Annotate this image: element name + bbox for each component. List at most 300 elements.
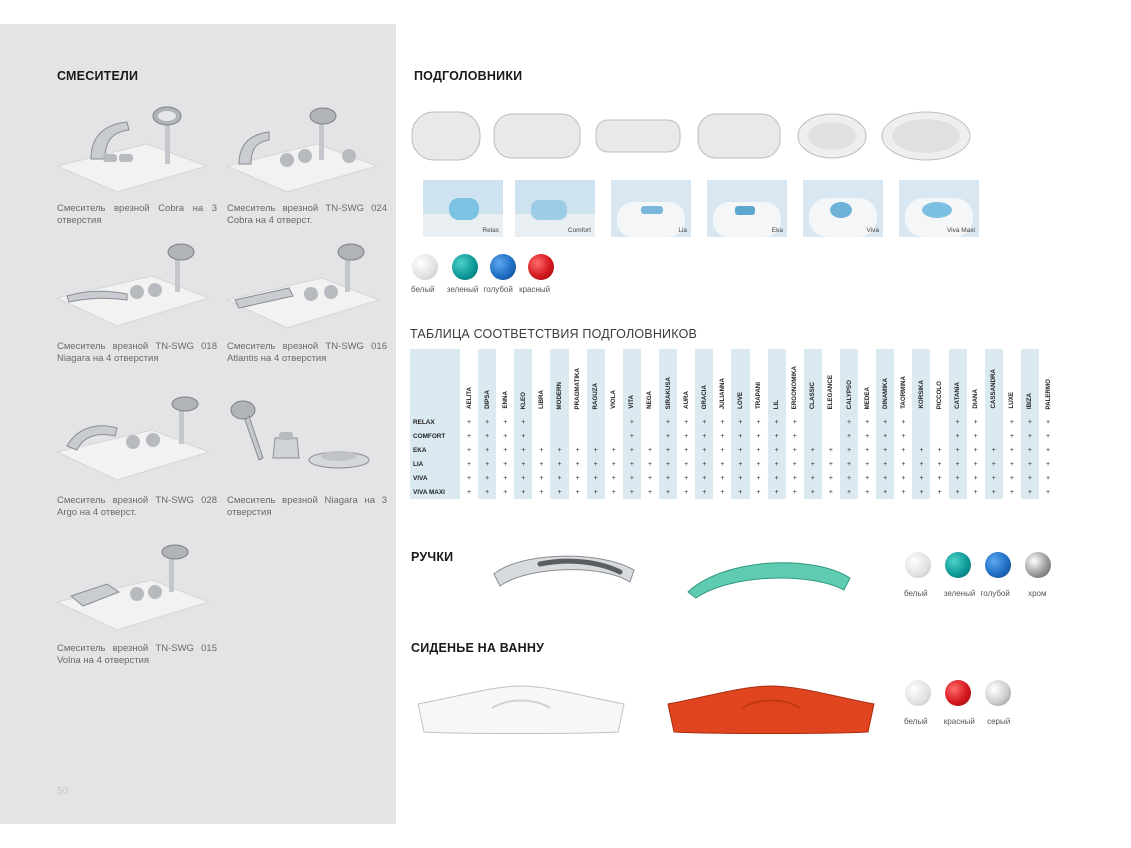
table-cell (822, 429, 840, 443)
headrest-color-labels (411, 285, 550, 294)
table-cell: + (937, 460, 942, 468)
model-header (677, 349, 695, 415)
table-cell: + (973, 460, 978, 468)
table-cell: + (937, 446, 942, 454)
table-cell: + (840, 429, 858, 443)
model-header (876, 349, 894, 415)
model-header (713, 349, 731, 415)
table-cell: + (937, 474, 942, 482)
table-row (410, 485, 1057, 499)
table-cell: + (985, 471, 1003, 485)
table-cell: + (768, 485, 786, 499)
table-cell: + (1021, 443, 1039, 457)
model-name: IBIZA (1026, 392, 1034, 409)
table-cell: + (684, 432, 689, 440)
row-label: COMFORT (410, 429, 460, 443)
table-cell: + (611, 460, 616, 468)
row-label: EKA (410, 443, 460, 457)
swatch-green (945, 552, 971, 578)
model-header (786, 349, 804, 415)
table-cell: + (695, 457, 713, 471)
model-header (623, 349, 641, 415)
headrest-thumb-label: Comfort (567, 227, 591, 234)
model-header (587, 349, 605, 415)
table-cell: + (514, 457, 532, 471)
table-cell: + (901, 418, 906, 426)
table-cell: + (1021, 485, 1039, 499)
model-name: ENNA (501, 391, 509, 409)
headrests-images (410, 108, 980, 166)
table-cell: + (478, 471, 496, 485)
table-cell: + (985, 485, 1003, 499)
model-name: JULIANNA (718, 377, 726, 409)
swatch-red (945, 680, 971, 706)
table-cell (569, 415, 587, 429)
model-header (605, 349, 623, 415)
table-cell: + (647, 446, 653, 454)
model-name: CATANIA (954, 382, 962, 409)
table-cell: + (756, 432, 761, 440)
model-name: SIRAKUSA (664, 376, 672, 409)
table-cell: + (865, 432, 870, 440)
table-cell: + (514, 471, 532, 485)
table-cell: + (731, 485, 749, 499)
model-name: RAGUZA (592, 382, 600, 409)
table-cell: + (828, 474, 833, 482)
table-cell: + (876, 471, 894, 485)
model-name: ERGONOMIKA (791, 365, 799, 409)
table-cell: + (876, 485, 894, 499)
table-cell: + (876, 429, 894, 443)
model-name: CASSANDRA (990, 369, 998, 409)
mixer-image (227, 396, 387, 484)
table-cell: + (1021, 429, 1039, 443)
table-cell: + (503, 446, 508, 454)
table-cell (605, 429, 623, 443)
table-cell: + (840, 457, 858, 471)
table-cell: + (659, 429, 677, 443)
headrest-thumb-label: Eka (771, 227, 783, 234)
table-cell (587, 429, 605, 443)
swatch-grey (985, 680, 1011, 706)
table-cell (912, 429, 930, 443)
headrests-heading: ПОДГОЛОВНИКИ (414, 69, 523, 83)
model-header (460, 349, 478, 415)
headrest-thumb-label: Relax (482, 227, 499, 234)
table-cell (569, 429, 587, 443)
table-cell: + (478, 429, 496, 443)
table-cell: + (503, 432, 508, 440)
mixer-image (227, 104, 387, 192)
headrest-color-swatches (412, 254, 554, 280)
table-cell (985, 415, 1003, 429)
table-cell: + (840, 485, 858, 499)
table-cell: + (804, 443, 822, 457)
table-cell: + (587, 443, 605, 457)
table-cell: + (575, 460, 580, 468)
table-cell: + (539, 488, 544, 496)
model-name: DINAMIKA (881, 378, 889, 409)
table-cell: + (467, 432, 472, 440)
table-cell: + (695, 485, 713, 499)
swatch-green (452, 254, 478, 280)
headrest-bath-thumbnails (423, 180, 979, 237)
handle-color-swatches (905, 552, 1051, 578)
table-cell: + (731, 429, 749, 443)
table-cell: + (1046, 474, 1051, 482)
table-cell: + (478, 443, 496, 457)
model-header (804, 349, 822, 415)
table-cell: + (768, 471, 786, 485)
table-cell: + (768, 415, 786, 429)
table-cell: + (503, 460, 508, 468)
handles-heading: РУЧКИ (411, 550, 454, 564)
table-cell (822, 415, 840, 429)
model-name: PICCOLO (935, 380, 943, 409)
table-row (410, 443, 1057, 457)
headrest-thumb-label: Viva (866, 227, 879, 234)
mixer-caption: Смеситель врезной TN-SWG 015 Volna на 4 отверстия (57, 643, 217, 666)
model-header (858, 349, 876, 415)
mixer-image (57, 242, 217, 330)
model-header (731, 349, 749, 415)
table-cell: + (865, 474, 870, 482)
table-cell: + (973, 446, 978, 454)
table-cell: + (514, 429, 532, 443)
table-cell: + (949, 429, 967, 443)
model-header (750, 349, 768, 415)
row-label: VIVA MAXI (410, 485, 460, 499)
table-cell: + (647, 460, 653, 468)
handle-chrome-image (490, 548, 640, 598)
table-cell: + (1046, 460, 1051, 468)
table-cell: + (865, 446, 870, 454)
table-cell: + (478, 415, 496, 429)
color-label: хром (1028, 589, 1047, 598)
model-name: CALYPSO (845, 379, 853, 409)
table-cell: + (768, 457, 786, 471)
table-cell (641, 415, 659, 429)
table-cell: + (901, 432, 906, 440)
table-cell: + (804, 457, 822, 471)
table-cell: + (756, 418, 761, 426)
row-label: VIVA (410, 471, 460, 485)
table-cell: + (912, 471, 930, 485)
page-number: 50 (57, 786, 69, 797)
handle-green-image (684, 552, 854, 600)
model-name: VITA (628, 395, 636, 409)
model-name: LIBRA (537, 390, 545, 409)
model-name: LUXE (1008, 392, 1016, 409)
table-cell: + (611, 488, 616, 496)
table-cell: + (768, 429, 786, 443)
model-name: AURA (682, 391, 690, 409)
seats-heading: СИДЕНЬЕ НА ВАННУ (411, 641, 545, 655)
table-cell: + (550, 485, 568, 499)
headrest-thumb (515, 180, 595, 237)
table-cell: + (840, 471, 858, 485)
model-name: GRACIA (700, 384, 708, 409)
mixer-item (57, 544, 217, 666)
table-cell: + (720, 474, 725, 482)
model-header (894, 349, 912, 415)
color-label: зеленый (943, 589, 976, 598)
table-cell: + (828, 488, 833, 496)
table-cell: + (912, 485, 930, 499)
model-header (478, 349, 496, 415)
table-cell: + (1021, 415, 1039, 429)
table-cell: + (840, 443, 858, 457)
table-cell: + (478, 457, 496, 471)
table-cell: + (1046, 446, 1051, 454)
model-name: DIANA (972, 389, 980, 409)
swatch-white (412, 254, 438, 280)
table-cell: + (575, 474, 580, 482)
table-cell: + (840, 415, 858, 429)
table-cell: + (876, 443, 894, 457)
model-header (1039, 349, 1057, 415)
table-cell (912, 415, 930, 429)
mixer-item (227, 396, 387, 518)
table-cell: + (684, 418, 689, 426)
table-cell: + (1046, 488, 1051, 496)
table-cell: + (792, 446, 797, 454)
table-cell: + (792, 418, 797, 426)
mixer-image (227, 242, 387, 330)
table-cell: + (539, 446, 544, 454)
table-cell: + (876, 457, 894, 471)
table-cell: + (949, 471, 967, 485)
seat-color-swatches (905, 680, 1011, 706)
table-corner (410, 349, 460, 415)
model-name: MODERN (556, 381, 564, 409)
table-cell: + (514, 415, 532, 429)
model-name: KLEO (519, 391, 527, 409)
table-cell: + (985, 443, 1003, 457)
swatch-chrome (1025, 552, 1051, 578)
headrest-thumb (707, 180, 787, 237)
table-cell: + (467, 474, 472, 482)
table-cell: + (695, 443, 713, 457)
mixer-caption: Смеситель врезной Niagara на 3 отверстия (227, 495, 387, 518)
row-label: LIA (410, 457, 460, 471)
table-cell: + (1009, 474, 1014, 482)
swatch-red (528, 254, 554, 280)
table-cell: + (550, 471, 568, 485)
table-cell: + (659, 457, 677, 471)
mixers-heading: СМЕСИТЕЛИ (57, 69, 139, 83)
seat-white-image (412, 684, 630, 736)
table-cell: + (659, 443, 677, 457)
table-cell: + (731, 457, 749, 471)
table-cell (605, 415, 623, 429)
table-cell (641, 429, 659, 443)
table-cell: + (731, 471, 749, 485)
table-cell: + (550, 457, 568, 471)
mixer-image (57, 396, 217, 484)
table-cell: + (623, 457, 641, 471)
table-cell: + (467, 488, 472, 496)
table-cell: + (550, 443, 568, 457)
table-cell: + (949, 415, 967, 429)
table-cell: + (514, 443, 532, 457)
table-cell: + (912, 457, 930, 471)
table-cell: + (720, 432, 725, 440)
table-cell: + (973, 474, 978, 482)
model-name: AELITA (465, 387, 473, 409)
model-header (768, 349, 786, 415)
table-cell: + (659, 485, 677, 499)
table-cell: + (720, 446, 725, 454)
model-name: PALERMO (1044, 378, 1052, 409)
table-cell: + (659, 471, 677, 485)
compat-table-title: ТАБЛИЦА СООТВЕТСТВИЯ ПОДГОЛОВНИКОВ (410, 327, 698, 341)
table-cell (550, 415, 568, 429)
table-cell: + (901, 488, 906, 496)
table-cell: + (865, 488, 870, 496)
table-cell (804, 429, 822, 443)
table-cell: + (973, 432, 978, 440)
mixer-item (227, 104, 387, 226)
compat-table-body (410, 415, 1057, 499)
model-header (1003, 349, 1021, 415)
table-cell: + (587, 485, 605, 499)
model-name: VIOLA (610, 390, 618, 409)
table-cell: + (804, 471, 822, 485)
table-cell: + (647, 474, 653, 482)
color-label: голубой (980, 589, 1010, 598)
headrest-thumb-label: Lia (678, 227, 687, 234)
mixer-caption: Смеситель врезной TN-SWG 028 Argo на 4 отверст. (57, 495, 217, 518)
table-cell: + (695, 429, 713, 443)
model-header (695, 349, 713, 415)
color-label: зеленый (446, 285, 479, 294)
compat-table (410, 349, 1057, 499)
table-cell (930, 415, 948, 429)
table-cell: + (731, 443, 749, 457)
table-cell: + (467, 418, 472, 426)
swatch-white (905, 552, 931, 578)
table-cell: + (539, 474, 544, 482)
model-header (550, 349, 568, 415)
table-cell: + (901, 460, 906, 468)
table-cell: + (587, 471, 605, 485)
model-name: KORSIKA (917, 380, 925, 409)
table-cell: + (876, 415, 894, 429)
table-cell: + (1009, 418, 1014, 426)
table-cell: + (792, 474, 797, 482)
model-header (641, 349, 659, 415)
table-cell: + (768, 443, 786, 457)
table-cell: + (865, 460, 870, 468)
mixer-item (57, 242, 217, 364)
table-cell: + (901, 474, 906, 482)
table-row (410, 429, 1057, 443)
table-cell: + (949, 443, 967, 457)
table-cell: + (1046, 432, 1051, 440)
table-cell: + (756, 460, 761, 468)
model-header (985, 349, 1003, 415)
table-cell: + (695, 415, 713, 429)
headrest-thumb (611, 180, 691, 237)
table-cell: + (792, 460, 797, 468)
table-cell: + (684, 474, 689, 482)
table-cell: + (804, 485, 822, 499)
model-name: TRAPANI (755, 381, 763, 409)
table-cell: + (575, 488, 580, 496)
model-header (840, 349, 858, 415)
table-row (410, 471, 1057, 485)
table-cell: + (684, 446, 689, 454)
table-cell: + (937, 488, 942, 496)
table-cell: + (1021, 457, 1039, 471)
model-name: TAORMINA (899, 376, 907, 409)
table-cell: + (478, 485, 496, 499)
mixer-item (57, 396, 217, 518)
table-cell: + (684, 488, 689, 496)
swatch-blue (490, 254, 516, 280)
table-cell (804, 415, 822, 429)
headrest-thumb-label: Viva Maxi (946, 227, 975, 234)
table-cell: + (623, 485, 641, 499)
table-cell: + (659, 415, 677, 429)
model-header (514, 349, 532, 415)
table-cell (550, 429, 568, 443)
table-cell: + (973, 418, 978, 426)
table-cell: + (828, 446, 833, 454)
table-cell: + (901, 446, 906, 454)
model-header (1021, 349, 1039, 415)
handle-color-labels (904, 589, 1046, 598)
table-cell: + (514, 485, 532, 499)
table-cell: + (1009, 488, 1014, 496)
row-label: RELAX (410, 415, 460, 429)
table-cell: + (756, 446, 761, 454)
table-cell: + (949, 457, 967, 471)
table-cell: + (1009, 460, 1014, 468)
table-cell: + (684, 460, 689, 468)
color-label: белый (904, 589, 928, 598)
model-header (659, 349, 677, 415)
color-label: голубой (483, 285, 513, 294)
color-label: красный (519, 285, 551, 294)
table-cell: + (756, 488, 761, 496)
color-label: серый (987, 717, 1011, 726)
model-header (569, 349, 587, 415)
table-cell: + (1009, 446, 1014, 454)
table-cell: + (503, 474, 508, 482)
model-name: ELEGANCE (827, 374, 835, 409)
table-cell (587, 415, 605, 429)
color-label: белый (904, 717, 928, 726)
table-cell: + (623, 443, 641, 457)
model-name: LIL (773, 399, 781, 409)
model-header (912, 349, 930, 415)
model-header (930, 349, 948, 415)
table-cell: + (828, 460, 833, 468)
table-cell: + (985, 457, 1003, 471)
table-cell (985, 429, 1003, 443)
model-name: LOVE (736, 392, 744, 409)
color-label: красный (943, 717, 975, 726)
table-cell (532, 429, 550, 443)
model-header (822, 349, 840, 415)
model-header (496, 349, 514, 415)
model-name: NEGA (646, 391, 654, 409)
mixer-image (57, 104, 217, 192)
table-cell (930, 429, 948, 443)
mixer-item (227, 242, 387, 364)
